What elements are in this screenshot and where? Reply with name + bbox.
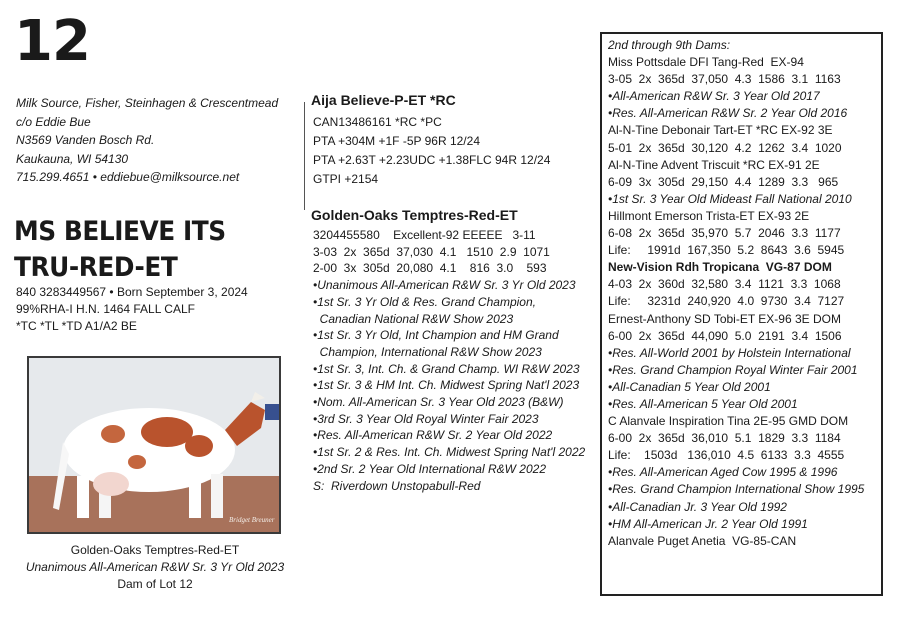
dam-award-line: •Nom. All-American Sr. 3 Year Old 2023 (B&W) bbox=[313, 395, 564, 410]
ancestor-award-line: •All-American R&W Sr. 3 Year Old 2017 bbox=[608, 89, 820, 104]
ancestor-line: Hillmont Emerson Trista-ET EX-93 2E bbox=[608, 208, 810, 223]
photographer-signature: Bridget Breuner bbox=[229, 516, 275, 524]
registration-tests: *TC *TL *TD A1/A2 BE bbox=[16, 319, 137, 333]
ancestor-line: Miss Pottsdale DFI Tang-Red EX-94 bbox=[608, 55, 804, 70]
caption-award: Unanimous All-American R&W Sr. 3 Yr Old 2023 bbox=[25, 560, 285, 574]
ancestor-line: 6-00 2x 365d 44,090 5.0 2191 3.4 1506 bbox=[608, 328, 842, 343]
sire-gtpi: GTPI +2154 bbox=[313, 172, 379, 186]
dam-award-line: •Res. All-American R&W Sr. 2 Year Old 2022 bbox=[313, 428, 553, 443]
ancestor-line: 6-08 2x 365d 35,970 5.7 2046 3.3 1177 bbox=[608, 226, 841, 241]
dam-record-line: 2-00 3x 305d 20,080 4.1 816 3.0 593 bbox=[313, 261, 547, 276]
ancestor-award-line: •Res. All-World 2001 by Holstein International bbox=[608, 345, 851, 360]
consignor-care-of: c/o Eddie Bue bbox=[16, 114, 91, 129]
ancestor-award-line: •Res. Grand Champion Royal Winter Fair 2001 bbox=[608, 362, 858, 377]
dam-photo bbox=[27, 356, 281, 534]
sire-pta-type: PTA +2.63T +2.23UDC +1.38FLC 94R 12/24 bbox=[313, 153, 551, 167]
consignor-block bbox=[16, 94, 278, 187]
registration-block bbox=[16, 284, 248, 335]
ancestor-award-line: •All-Canadian Jr. 3 Year Old 1992 bbox=[608, 499, 787, 514]
ancestor-line: Al-N-Tine Advent Triscuit *RC EX-91 2E bbox=[608, 157, 820, 172]
ancestor-award-line: •1st Sr. 3 Year Old Mideast Fall National 2010 bbox=[608, 191, 852, 206]
consignor-name: Milk Source, Fisher, Steinhagen & Crescentmead bbox=[16, 96, 279, 110]
sire-registration: CAN13486161 *RC *PC bbox=[313, 115, 442, 129]
ancestor-line: 6-09 3x 305d 29,150 4.4 1289 3.3 965 bbox=[608, 174, 839, 189]
ancestor-award-line: •Res. All-American Aged Cow 1995 & 1996 bbox=[608, 465, 838, 480]
animal-name bbox=[14, 214, 226, 286]
ancestor-line: New-Vision Rdh Tropicana VG-87 DOM bbox=[608, 260, 832, 275]
ancestor-line: Alanvale Puget Anetia VG-85-CAN bbox=[608, 533, 797, 548]
dam-details bbox=[313, 227, 585, 494]
ancestor-award-line: •Res. All-American 5 Year Old 2001 bbox=[608, 396, 798, 411]
ancestor-line: Life: 3231d 240,920 4.0 9730 3.4 7127 bbox=[608, 294, 845, 309]
ancestor-line: 6-00 2x 365d 36,010 5.1 1829 3.3 1184 bbox=[608, 431, 841, 446]
animal-name-line-1: MS BELIEVE ITS bbox=[14, 216, 226, 247]
dam-award-line: •1st Sr. 3 Yr Old & Res. Grand Champion, bbox=[313, 294, 536, 309]
dam-award-line: •3rd Sr. 3 Year Old Royal Winter Fair 2023 bbox=[313, 411, 539, 426]
dam-record-line: 3-03 2x 365d 37,030 4.1 1510 2.9 1071 bbox=[313, 244, 550, 259]
ancestor-line: Al-N-Tine Debonair Tart-ET *RC EX-92 3E bbox=[608, 123, 833, 138]
sire-name: Aija Believe-P-ET *RC bbox=[311, 92, 456, 108]
dam-award-line: •1st Sr. 3, Int. Ch. & Grand Champ. WI R&W 2023 bbox=[313, 361, 580, 376]
ancestor-line: Life: 1991d 167,350 5.2 8643 3.6 5945 bbox=[608, 243, 845, 258]
dam-award-line: •1st Sr. 2 & Res. Int. Ch. Midwest Spring Nat'l 2022 bbox=[313, 445, 586, 460]
sire-pta-production: PTA +304M +1F -5P 96R 12/24 bbox=[313, 134, 480, 148]
ancestor-line: 4-03 2x 360d 32,580 3.4 1121 3.3 1068 bbox=[608, 277, 841, 292]
dam-award-line: Canadian National R&W Show 2023 bbox=[313, 311, 514, 326]
ancestor-line: 5-01 2x 365d 30,120 4.2 1262 3.4 1020 bbox=[608, 140, 842, 155]
ancestor-award-line: •Res. All-American R&W Sr. 2 Year Old 2016 bbox=[608, 106, 848, 121]
dams-box bbox=[608, 37, 864, 550]
ancestor-award-line: •Res. Grand Champion International Show 1995 bbox=[608, 482, 865, 497]
consignor-street: N3569 Vanden Bosch Rd. bbox=[16, 133, 155, 147]
cow-illustration bbox=[29, 358, 279, 532]
dam-award-line: S: Riverdown Unstopabull-Red bbox=[313, 478, 481, 493]
photo-caption bbox=[20, 542, 290, 593]
caption-name: Golden-Oaks Temptres-Red-ET bbox=[70, 543, 240, 557]
registration-number: 840 3283449567 • Born September 3, 2024 bbox=[16, 285, 248, 299]
dam-record-line: 3204455580 Excellent-92 EEEEE 3-11 bbox=[313, 228, 536, 242]
animal-name-line-2: TRU-RED-ET bbox=[14, 252, 178, 283]
lot-number: 12 bbox=[14, 9, 90, 74]
ancestor-line: Ernest-Anthony SD Tobi-ET EX-96 3E DOM bbox=[608, 311, 841, 326]
dam-award-line: Champion, International R&W Show 2023 bbox=[313, 344, 542, 359]
consignor-contact: 715.299.4651 • eddiebue@milksource.net bbox=[16, 170, 240, 184]
sire-details bbox=[313, 113, 550, 189]
dam-award-line: •Unanimous All-American R&W Sr. 3 Yr Old 2023 bbox=[313, 278, 576, 293]
dam-name: Golden-Oaks Temptres-Red-ET bbox=[311, 207, 518, 223]
ancestor-award-line: •HM All-American Jr. 2 Year Old 1991 bbox=[608, 516, 808, 531]
pedigree-divider bbox=[304, 102, 305, 210]
dams-heading: 2nd through 9th Dams: bbox=[608, 38, 731, 52]
dam-award-line: •1st Sr. 3 & HM Int. Ch. Midwest Spring Nat'l 2023 bbox=[313, 378, 580, 393]
dam-award-line: •2nd Sr. 2 Year Old International R&W 2022 bbox=[313, 461, 547, 476]
consignor-city: Kaukauna, WI 54130 bbox=[16, 151, 129, 166]
ancestor-line: Life: 1503d 136,010 4.5 6133 3.3 4555 bbox=[608, 448, 845, 463]
registration-breed: 99%RHA-I H.N. 1464 FALL CALF bbox=[16, 302, 195, 316]
ancestor-award-line: •All-Canadian 5 Year Old 2001 bbox=[608, 379, 771, 394]
caption-relation: Dam of Lot 12 bbox=[117, 577, 193, 591]
ancestor-line: 3-05 2x 365d 37,050 4.3 1586 3.1 1163 bbox=[608, 72, 841, 87]
dam-award-line: •1st Sr. 3 Yr Old, Int Champion and HM Grand bbox=[313, 328, 559, 343]
ancestor-line: C Alanvale Inspiration Tina 2E-95 GMD DOM bbox=[608, 414, 849, 429]
